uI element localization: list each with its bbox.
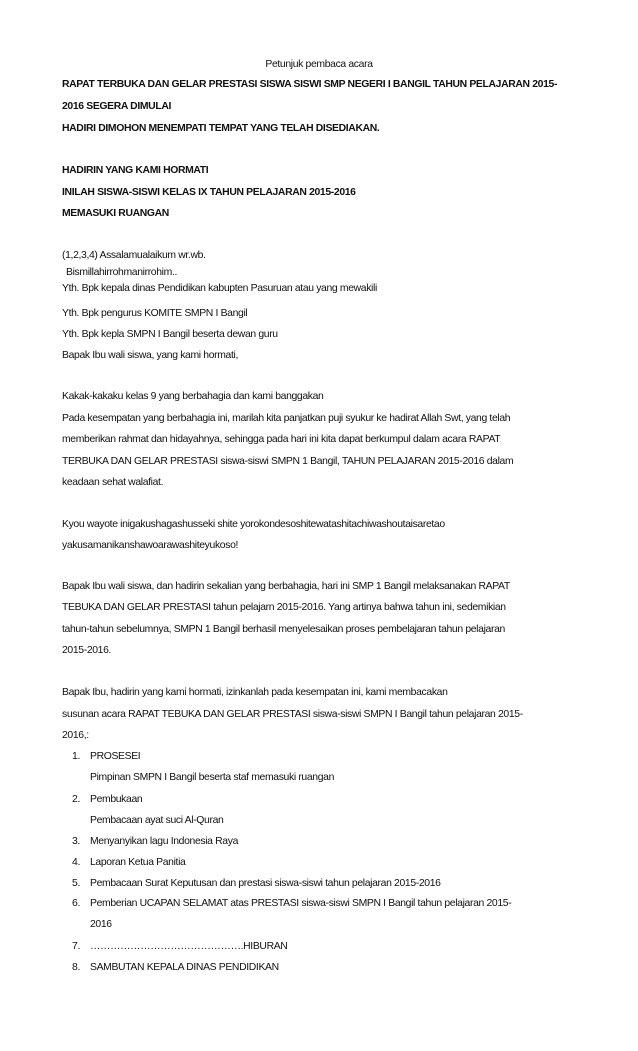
agenda-number: 3. — [72, 836, 80, 847]
para2-line-2: yakusamanikanshawoarawashiteyukoso! — [62, 540, 239, 551]
para1-line-5: keadaan sehat walafiat. — [62, 477, 164, 488]
para3-line-2: TEBUKA DAN GELAR PRESTASI tahun pelajarn 2015-2016. Yang artinya bahwa tahun ini, sedemikian — [62, 602, 506, 613]
agenda-number: 6. — [72, 898, 80, 909]
para1-line-3: memberikan rahmat dan hidayahnya, sehingga pada hari ini kita dapat berkumpul dalam acara RAPAT — [62, 434, 501, 445]
para4-line-1: Bapak Ibu, hadirin yang kami hormati, izinkanlah pada kesempatan ini, kami membacakan — [62, 687, 448, 698]
para3-line-4: 2015-2016. — [62, 645, 112, 656]
agenda-number: 4. — [72, 857, 80, 868]
document-title: Petunjuk pembaca acara — [265, 59, 373, 70]
agenda-item: Laporan Ketua Panitia — [90, 857, 186, 868]
entrance-line-1: HADIRIN YANG KAMI HORMATI — [62, 165, 209, 176]
agenda-number: 5. — [72, 878, 80, 889]
agenda-item: Pembacaan Surat Keputusan dan prestasi siswa-siswi tahun pelajaran 2015-2016 — [90, 878, 441, 889]
para1-line-4: TERBUKA DAN GELAR PRESTASI siswa-siswi SMPN 1 Bangil, TAHUN PELAJARAN 2015-2016 dalam — [62, 456, 514, 467]
greeting-line-6: Bapak Ibu wali siswa, yang kami hormati, — [62, 350, 238, 361]
para2-line-1: Kyou wayote inigakushagashusseki shite yorokondesoshitewatashitachiwashoutaisaretao — [62, 519, 445, 530]
greeting-line-4: Yth. Bpk pengurus KOMITE SMPN I Bangil — [62, 308, 248, 319]
agenda-number: 8. — [72, 962, 80, 973]
para4-line-2: susunan acara RAPAT TEBUKA DAN GELAR PRESTASI siswa-siswi SMPN I Bangil tahun pelajaran 2015- — [62, 709, 523, 720]
agenda-item: PROSESEI — [90, 751, 141, 762]
agenda-item-detail: 2016 — [90, 919, 112, 930]
agenda-number: 2. — [72, 794, 80, 805]
para3-line-1: Bapak Ibu wali siswa, dan hadirin sekalian yang berbahagia, hari ini SMP 1 Bangil melaksanakan RAPAT — [62, 581, 510, 592]
agenda-item: Pemberian UCAPAN SELAMAT atas PRESTASI siswa-siswi SMPN I Bangil tahun pelajaran 2015- — [90, 898, 512, 909]
agenda-number: 1. — [72, 751, 80, 762]
announcement-line-2: 2016 SEGERA DIMULAI — [62, 101, 172, 112]
entrance-line-3: MEMASUKI RUANGAN — [62, 208, 169, 219]
para4-line-3: 2016,: — [62, 730, 89, 741]
agenda-item-detail: Pembacaan ayat suci Al-Quran — [90, 815, 224, 826]
announcement-line-3: HADIRI DIMOHON MENEMPATI TEMPAT YANG TELAH DISEDIAKAN. — [62, 123, 380, 134]
agenda-item-detail: Pimpinan SMPN I Bangil beserta staf memasuki ruangan — [90, 772, 335, 783]
announcement-line-1: RAPAT TERBUKA DAN GELAR PRESTASI SISWA SISWI SMP NEGERI I BANGIL TAHUN PELAJARAN 2015- — [62, 79, 558, 90]
para1-line-2: Pada kesempatan yang berbahagia ini, marilah kita panjatkan puji syukur ke hadirat Allah Swt, yang telah — [62, 413, 511, 424]
greeting-line-1: (1,2,3,4) Assalamualaikum wr.wb. — [62, 250, 206, 261]
agenda-number: 7. — [72, 941, 80, 952]
greeting-line-5: Yth. Bpk kepla SMPN I Bangil beserta dewan guru — [62, 329, 278, 340]
para3-line-3: tahun-tahun sebelumnya, SMPN 1 Bangil berhasil menyelesaikan proses pembelajaran tahun pelajaran — [62, 624, 505, 635]
para1-line-1: Kakak-kakaku kelas 9 yang berbahagia dan kami banggakan — [62, 391, 324, 402]
greeting-line-2: Bismillahirrohmanirrohim.. — [66, 267, 177, 278]
agenda-item: Menyanyikan lagu Indonesia Raya — [90, 836, 238, 847]
greeting-line-3: Yth. Bpk kepala dinas Pendidikan kabupten Pasuruan atau yang mewakili — [62, 283, 377, 294]
agenda-item: ……………………………………….HIBURAN — [90, 941, 288, 952]
entrance-line-2: INILAH SISWA-SISWI KELAS IX TAHUN PELAJARAN 2015-2016 — [62, 187, 356, 198]
agenda-item: SAMBUTAN KEPALA DINAS PENDIDIKAN — [90, 962, 279, 973]
agenda-item: Pembukaan — [90, 794, 143, 805]
